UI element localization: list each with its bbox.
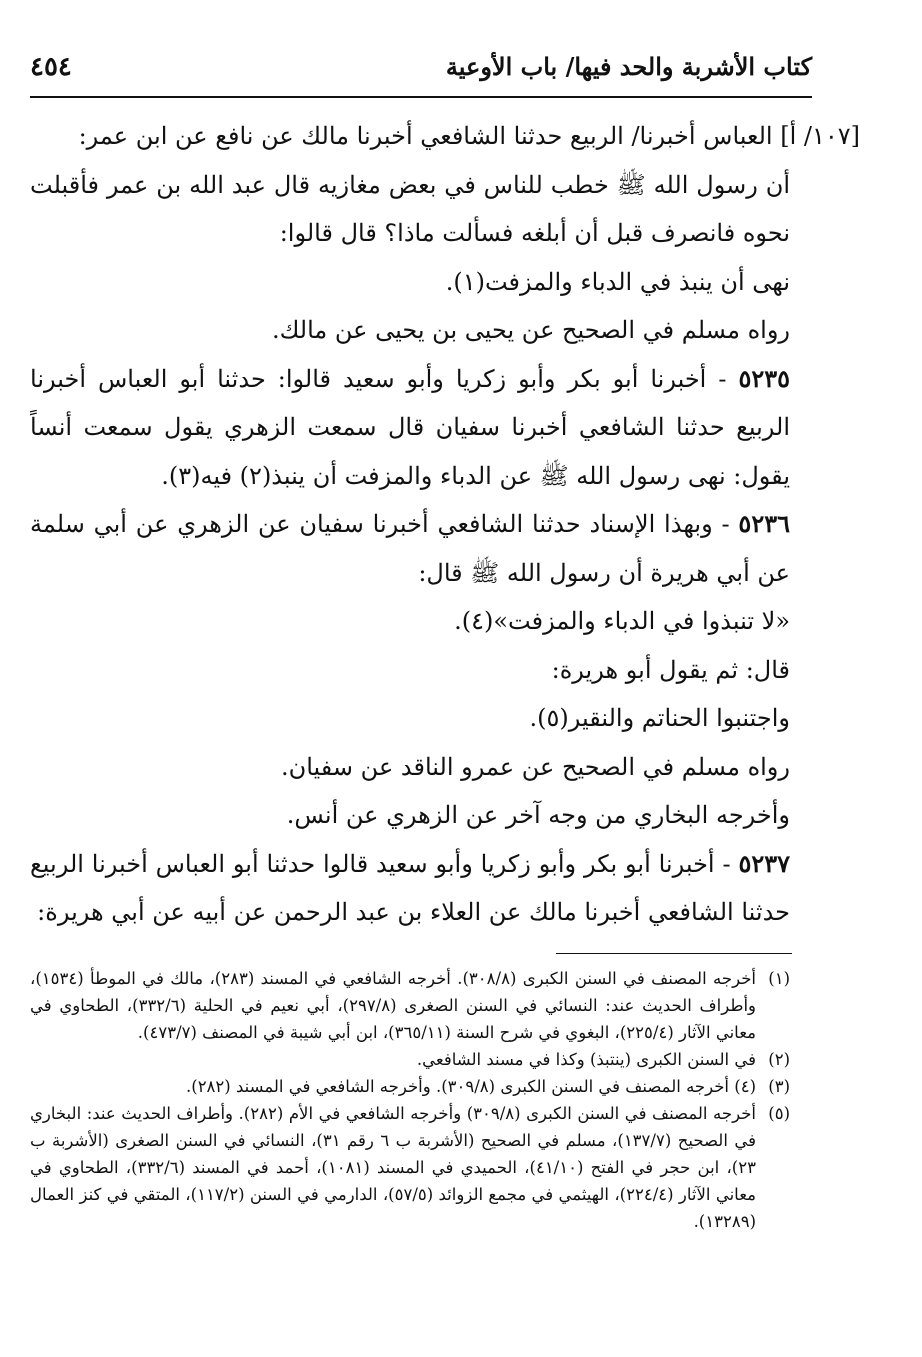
hadith-text: - وبهذا الإسناد حدثنا الشافعي أخبرنا سفيان عن الزهري عن أبي سلمة عن أبي هريرة أن رسول الله ﷺ قال: xyxy=(30,510,790,587)
hadith-5235 xyxy=(30,355,860,501)
footnote-number: (١) xyxy=(768,969,790,988)
footnote xyxy=(30,1073,790,1100)
hadith-text: - أخبرنا أبو بكر وأبو زكريا وأبو سعيد قالوا: حدثنا أبو العباس أخبرنا الربيع حدثنا الشافعي أخبرنا سفيان قال سمعت الزهري يقول سمعت أنساً يقول: نهى رسول الله ﷺ عن الدباء والمزفت أن ينبذ(٢) فيه(٣). xyxy=(30,364,790,490)
footnote-text: أخرجه المصنف في السنن الكبرى (٣٠٨/٨). أخرجه الشافعي في المسند (٢٨٣)، مالك في الموطأ (١٥٣٤)، وأطراف الحديث عند: النسائي في السنن الصغرى (٢٩٧/٨)، أبي نعيم في الحلية (٣٣٢/٦)، الطحاوي في معاني الآثار (٢٢٥/٤)، البغوي في شرح السنة (٣٦٥/١١)، ابن أبي شيبة في المصنف (٤٧٣/٧). xyxy=(30,969,756,1042)
paragraph-1: [١٠٧/ أ] العباس أخبرنا/ الربيع حدثنا الشافعي أخبرنا مالك عن نافع عن ابن عمر: xyxy=(78,122,860,150)
footnote-text: في السنن الكبرى (ينتبذ) وكذا في مسند الشافعي. xyxy=(416,1050,756,1069)
paragraph-8: قال: ثم يقول أبو هريرة: xyxy=(551,655,790,684)
page-header xyxy=(30,52,812,82)
paragraph-2: أن رسول الله ﷺ خطب للناس في بعض مغازيه قال عبد الله بن عمر فأقبلت نحوه فانصرف قبل أن أبلغه فسألت ماذا؟ قال قالوا: xyxy=(30,170,790,247)
header-rule xyxy=(30,96,812,98)
main-text xyxy=(30,112,860,937)
hadith-5236 xyxy=(30,500,860,597)
footnote xyxy=(30,1100,790,1235)
paragraph-11: وأخرجه البخاري من وجه آخر عن الزهري عن أنس. xyxy=(286,801,790,829)
paragraph-4: رواه مسلم في الصحيح عن يحيى بن يحيى عن مالك. xyxy=(271,316,790,344)
footnote-text: (٤) أخرجه المصنف في السنن الكبرى (٣٠٩/٨). وأخرجه الشافعي في المسند (٢٨٢). xyxy=(186,1077,756,1096)
paragraph-7: «لا تنبذوا في الدباء والمزفت»(٤). xyxy=(454,607,790,635)
hadith-number: ٥٢٣٦ xyxy=(738,509,790,538)
footnote-number: (٥) xyxy=(768,1104,790,1123)
hadith-number: ٥٢٣٧ xyxy=(738,848,790,878)
footnote-rule xyxy=(556,953,792,954)
hadith-5237 xyxy=(30,840,860,937)
paragraph-10: رواه مسلم في الصحيح عن عمرو الناقد عن سفيان. xyxy=(280,752,790,781)
paragraph-9: واجتنبوا الحناتم والنقير(٥). xyxy=(529,704,790,732)
paragraph-3: نهى أن ينبذ في الدباء والمزفت(١). xyxy=(445,267,790,296)
footnote xyxy=(30,1046,790,1073)
hadith-text: - أخبرنا أبو بكر وأبو زكريا وأبو سعيد قالوا حدثنا أبو العباس أخبرنا الربيع حدثنا الشافعي أخبرنا مالك عن العلاء بن عبد الرحمن عن أبيه عن أبي هريرة: xyxy=(30,849,790,926)
page-number: ٤٥٤ xyxy=(30,52,72,82)
footnote xyxy=(30,965,790,1046)
footnote-number: (٢) xyxy=(768,1050,790,1069)
running-title: كتاب الأشربة والحد فيها/ باب الأوعية xyxy=(445,52,812,81)
footnotes xyxy=(30,965,790,1235)
footnote-number: (٣) xyxy=(768,1077,790,1096)
hadith-number: ٥٢٣٥ xyxy=(738,363,790,393)
footnote-text: أخرجه المصنف في السنن الكبرى (٣٠٩/٨) وأخرجه الشافعي في الأم (٢٨٢). وأطراف الحديث عند: البخاري في الصحيح (١٣٧/٧)، مسلم في الصحيح (الأشربة ب ٦ رقم ٣١)، النسائي في السنن الصغرى (الأشربة ب ٢٣)، ابن حجر في الفتح (٤١/١٠)، الحميدي في المسند (١٠٨١)، أحمد في المسند (٣٣٢/٦)، الطحاوي في معاني الآثار (٢٢٤/٤)، الهيثمي في مجمع الزوائد (٥٧/٥)، الدارمي في السنن (١١٧/٢)، المتقي في كنز العمال (١٣٢٨٩). xyxy=(30,1104,756,1231)
